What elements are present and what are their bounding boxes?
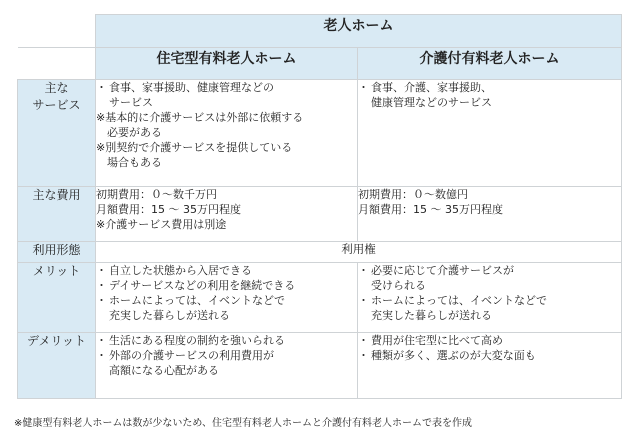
list-item-line: 高額になる心配がある [109, 364, 219, 377]
row-header-service [18, 80, 96, 187]
list-item [96, 348, 357, 378]
cost-line: 初期費用：０～数千万円 [96, 188, 217, 201]
list-item [358, 293, 621, 323]
cost-line: 月額費用：15 ～ 35万円程度 [358, 203, 503, 216]
corner-blank-2 [18, 48, 96, 80]
note [96, 140, 357, 170]
list-item-line: ・ 外部の介護サービスの利用費用が [109, 349, 274, 362]
list-item-line: ・ デイサービスなどの利用を継続できる [109, 279, 296, 292]
list-item-line: ・ ホームによっては、イベントなどで [371, 294, 547, 307]
list-item-line: 充実した暮らしが送れる [371, 309, 492, 322]
list-item-line: ・ 食事、家事援助、健康管理などの [109, 81, 274, 94]
list-item-line: ・ 生活にある程度の制約を強いられる [109, 334, 285, 347]
header-rouzin-home: 老人ホーム [96, 15, 622, 48]
note-line: ※基本的に介護サービスは外部に依頼する [96, 111, 304, 124]
corner-blank [18, 15, 96, 48]
list-item [358, 263, 621, 293]
cost-kaigo-cell [358, 187, 622, 242]
comparison-table [17, 14, 622, 399]
service-jutaku-cell [96, 80, 358, 187]
list-item-line: サービス [109, 96, 153, 109]
merit-jutaku-cell [96, 263, 358, 333]
row-header-usage: 利用形態 [18, 242, 96, 263]
list-item [96, 293, 357, 323]
list-item [96, 80, 357, 110]
list-item [358, 348, 621, 363]
list-item-line: 健康管理などのサービス [371, 96, 492, 109]
column-header-kaigo: 介護付有料老人ホーム [358, 48, 622, 80]
note-line: 必要がある [107, 126, 162, 139]
row-header-merit: メリット [18, 263, 96, 333]
list-item [96, 333, 357, 348]
service-kaigo-cell [358, 80, 622, 187]
list-item-line: 充実した暮らしが送れる [109, 309, 230, 322]
merit-kaigo-cell [358, 263, 622, 333]
list-item [358, 80, 621, 110]
cost-line: 初期費用：０～数億円 [358, 188, 468, 201]
note-line: 場合もある [107, 156, 162, 169]
column-header-jutaku: 住宅型有料老人ホーム [96, 48, 358, 80]
demerit-kaigo-cell [358, 333, 622, 399]
note-line: ※別契約で介護サービスを提供している [96, 141, 293, 154]
note-line: ※介護サービス費用は別途 [96, 218, 227, 231]
list-item-line: ・ 費用が住宅型に比べて高め [371, 334, 503, 347]
note [96, 110, 357, 140]
demerit-jutaku-cell [96, 333, 358, 399]
list-item [358, 333, 621, 348]
cost-jutaku-cell [96, 187, 358, 242]
row-header-line: サービス [32, 98, 81, 112]
row-header-cost: 主な費用 [18, 187, 96, 242]
list-item-line: ・ 種類が多く、選ぶのが大変な面も [371, 349, 536, 362]
footnote: ※健康型有料老人ホームは数が少ないため、住宅型有料老人ホームと介護付有料老人ホームで表を作成 [14, 418, 472, 429]
list-item [96, 278, 357, 293]
list-item-line: ・ 食事、介護、家事援助、 [371, 81, 492, 94]
list-item-line: ・ 必要に応じて介護サービスが [371, 264, 514, 277]
list-item [96, 263, 357, 278]
usage-value: 利用権 [96, 242, 622, 263]
row-header-line: 主な [44, 81, 69, 95]
list-item-line: ・ 自立した状態から入居できる [109, 264, 252, 277]
list-item-line: 受けられる [371, 279, 426, 292]
cost-line: 月額費用：15 ～ 35万円程度 [96, 203, 241, 216]
list-item-line: ・ ホームによっては、イベントなどで [109, 294, 285, 307]
row-header-demerit: デメリット [18, 333, 96, 399]
